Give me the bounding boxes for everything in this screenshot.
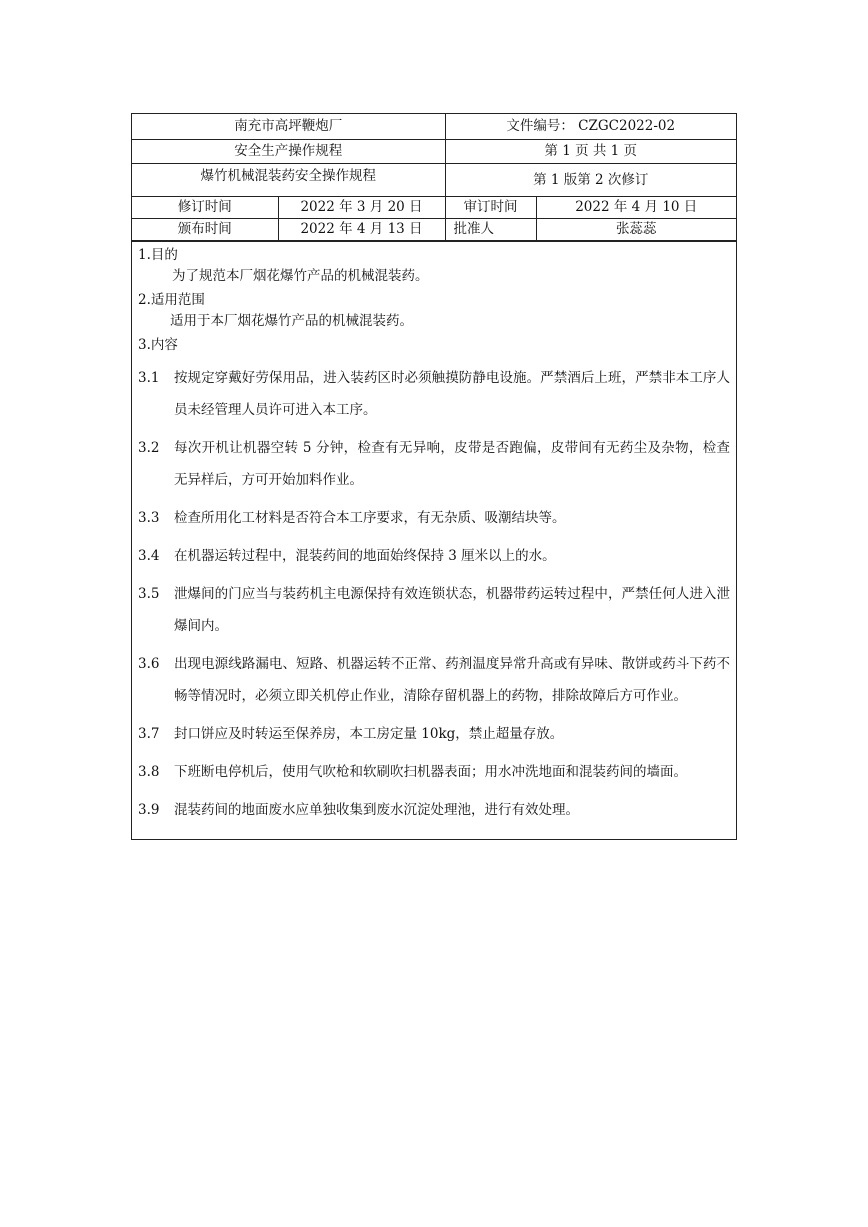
list-item [132,578,736,642]
list-item [132,540,736,572]
approver-name: 张蕊蕊 [536,218,736,240]
purpose-text: 为了规范本厂烟花爆竹产品的机械混装药。 [172,267,429,284]
item-text: 混装药间的地面废水应单独收集到废水沉淀处理池，进行有效处理。 [174,801,579,818]
item-text: 下班断电停机后，使用气吹枪和软刷吹扫机器表面；用水冲洗地面和混装药间的墙面。 [174,763,687,780]
list-item [132,502,736,534]
page-info: 第 1 页 共 1 页 [445,139,736,163]
document-title: 爆竹机械混装药安全操作规程 [132,163,445,196]
category-label: 安全生产操作规程 [132,139,445,163]
item-text: 每次开机让机器空转 5 分钟，检查有无异响，皮带是否跑偏，皮带间有无药尘及杂物，检查无异样后，方可开始加料作业。 [174,439,730,488]
item-number: 3.7 [138,725,160,742]
item-number: 3.5 [138,585,160,602]
item-number: 3.8 [138,763,160,780]
scope-heading: 2.适用范围 [138,291,205,308]
document-body [132,241,736,839]
item-text: 泄爆间的门应当与装药机主电源保持有效连锁状态，机器带药运转过程中，严禁任何人进入泄爆间内。 [174,585,730,634]
item-text: 检查所用化工材料是否符合本工序要求，有无杂质、吸潮结块等。 [174,509,566,526]
item-number: 3.9 [138,801,160,818]
review-time-label: 审订时间 [445,196,536,218]
list-item [132,756,736,788]
list-item [132,432,736,496]
review-date: 2022 年 4 月 10 日 [536,196,736,218]
issue-date: 2022 年 4 月 13 日 [278,218,445,240]
list-item [132,362,736,426]
revise-date: 2022 年 3 月 20 日 [278,196,445,218]
list-item [132,648,736,712]
file-number: 文件编号： CZGC2022-02 [445,114,736,139]
version-info: 第 1 版第 2 次修订 [445,163,736,196]
item-number: 3.2 [138,439,160,456]
item-number: 3.1 [138,369,160,386]
procedure-document [131,113,737,840]
item-text: 按规定穿戴好劳保用品，进入装药区时必须触摸防静电设施。严禁酒后上班，严禁非本工序人员未经管理人员许可进入本工序。 [174,369,730,418]
scope-text: 适用于本厂烟花爆竹产品的机械混装药。 [170,312,413,329]
item-text: 在机器运转过程中，混装药间的地面始终保持 3 厘米以上的水。 [174,547,556,564]
item-number: 3.6 [138,655,160,672]
approver-label: 批准人 [445,218,536,240]
purpose-heading: 1.目的 [138,246,178,263]
company-name: 南充市高坪鞭炮厂 [132,114,445,139]
revise-time-label: 修订时间 [132,196,278,218]
header-table [132,114,736,241]
content-heading: 3.内容 [138,336,178,353]
item-text: 封口饼应及时转运至保养房，本工房定量 10kg，禁止超量存放。 [174,725,564,742]
item-number: 3.4 [138,547,160,564]
issue-time-label: 颁布时间 [132,218,278,240]
list-item [132,794,736,826]
item-text: 出现电源线路漏电、短路、机器运转不正常、药剂温度异常升高或有异味、散饼或药斗下药不畅等情况时，必须立即关机停止作业，清除存留机器上的药物，排除故障后方可作业。 [174,655,730,704]
list-item [132,718,736,750]
item-number: 3.3 [138,509,160,526]
